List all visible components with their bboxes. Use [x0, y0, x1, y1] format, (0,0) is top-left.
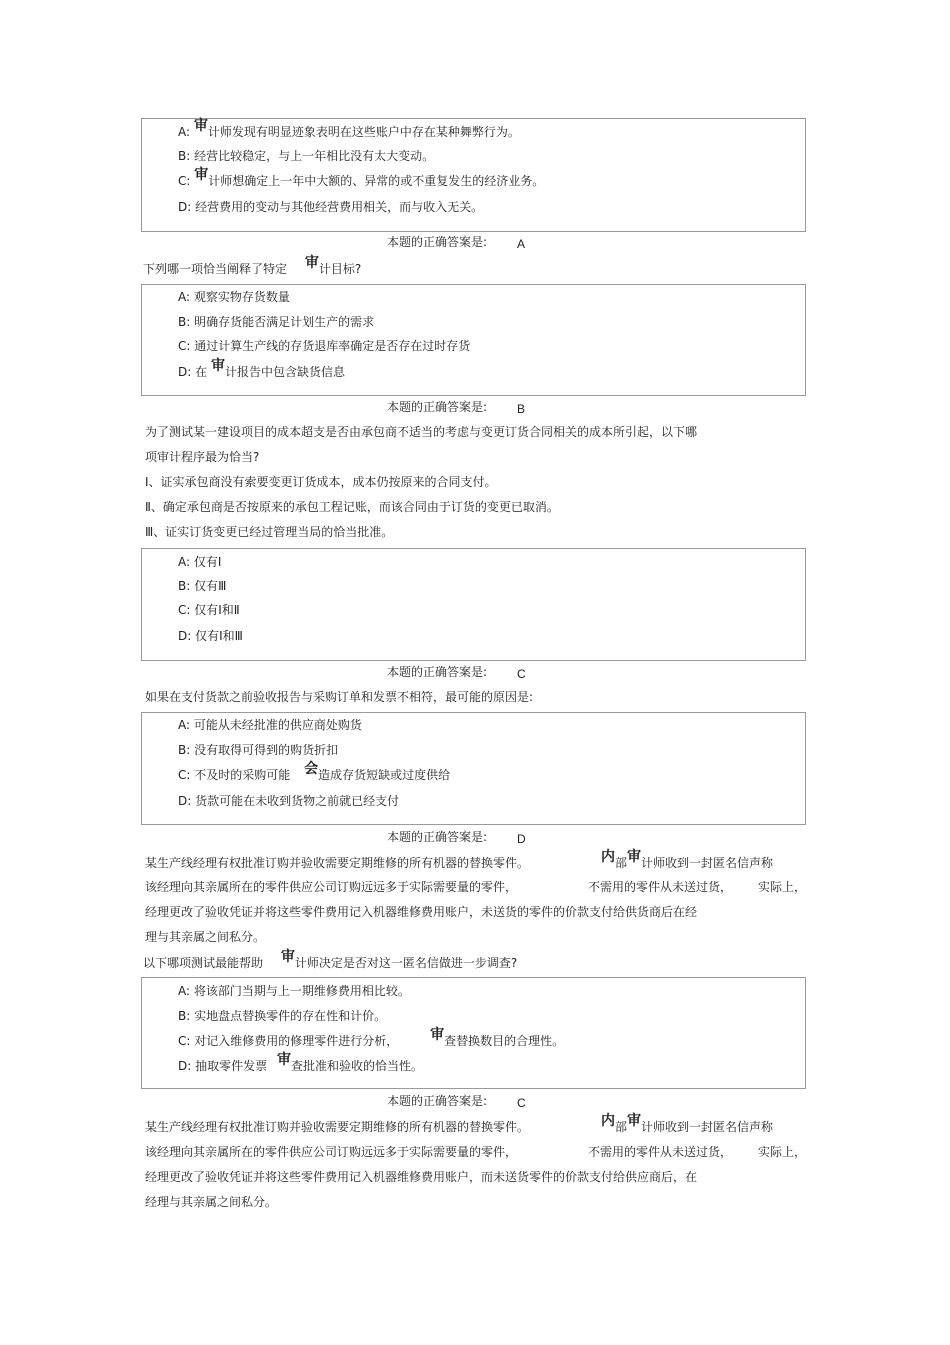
q3-option-a[interactable]: A: 仅有Ⅰ — [178, 555, 222, 569]
q3-options-box — [141, 548, 806, 661]
q3-stem-line2: 项审计程序最为恰当? — [145, 450, 260, 464]
q6-para-line1-tail: 内部审计师收到一封匿名信声称 — [601, 1113, 774, 1134]
q3-stem-line1: 为了测试某一建设项目的成本超支是否由承包商不适当的考虑与变更订货合同相关的成本所引起，以下哪 — [145, 425, 698, 439]
q4-option-c[interactable]: C: 不及时的采购可能 会造成存货短缺或过度供给 — [178, 761, 451, 782]
q5-para-line1: 某生产线经理有权批准订购并验收需要定期维修的所有机器的替换零件。 — [145, 856, 530, 870]
q5-option-c[interactable]: C: 对记入维修费用的修理零件进行分析， 审查替换数目的合理性。 — [178, 1027, 565, 1048]
q4-answer — [387, 830, 526, 846]
q5-options-box — [141, 977, 806, 1089]
q5-para-line2-end: 实际上， — [758, 880, 807, 894]
q1-options-box — [141, 118, 806, 232]
answer-label: 本题的正确答案是: — [387, 400, 488, 414]
q3-item-2: Ⅱ、确定承包商是否按原来的承包工程记账，而该合同由于订货的变更已取消。 — [145, 500, 559, 514]
answer-label: 本题的正确答案是: — [387, 235, 488, 249]
q6-para-line2-mid: 不需用的零件从未送过货， — [588, 1145, 733, 1159]
q4-options-box — [141, 712, 806, 825]
q2-answer — [387, 400, 526, 416]
q3-option-b[interactable]: B: 仅有Ⅲ — [178, 579, 227, 593]
q4-option-d[interactable]: D: 货款可能在未收到货物之前就已经支付 — [178, 794, 400, 808]
q5-para-line2-mid: 不需用的零件从未送过货， — [588, 880, 733, 894]
answer-letter: A — [517, 237, 526, 251]
q5-para-line1-tail: 内部审计师收到一封匿名信声称 — [601, 849, 774, 870]
q5-option-a[interactable]: A: 将该部门当期与上一期维修费用相比较。 — [178, 984, 410, 998]
q5-para-line2: 该经理向其亲属所在的零件供应公司订购远远多于实际需要量的零件， — [145, 880, 518, 894]
q5-para-line4: 理与其亲属之间私分。 — [145, 930, 266, 944]
q6-para-line2: 该经理向其亲属所在的零件供应公司订购远远多于实际需要量的零件， — [145, 1145, 518, 1159]
q6-para-line1: 某生产线经理有权批准订购并验收需要定期维修的所有机器的替换零件。 — [145, 1120, 530, 1134]
q6-para-line4: 经理与其亲属之间私分。 — [145, 1195, 278, 1209]
q3-item-3: Ⅲ、证实订货变更已经过管理当局的恰当批准。 — [145, 525, 394, 539]
q2-option-d[interactable]: D: 在 审计报告中包含缺货信息 — [178, 358, 345, 379]
answer-letter: C — [517, 1096, 526, 1110]
q4-option-b[interactable]: B: 没有取得可得到的购货折扣 — [178, 743, 339, 757]
q3-item-1: Ⅰ、证实承包商没有索要变更订货成本，成本仍按原来的合同支付。 — [145, 475, 497, 489]
answer-label: 本题的正确答案是: — [387, 830, 488, 844]
q5-option-b[interactable]: B: 实地盘点替换零件的存在性和计价。 — [178, 1009, 387, 1023]
q3-answer — [387, 665, 526, 681]
q1-option-d[interactable]: D: 经营费用的变动与其他经营费用相关，而与收入无关。 — [178, 200, 484, 214]
q3-option-c[interactable]: C: 仅有Ⅰ和Ⅱ — [178, 603, 240, 617]
answer-label: 本题的正确答案是: — [387, 665, 488, 679]
answer-label: 本题的正确答案是: — [387, 1094, 488, 1108]
q4-stem: 如果在支付货款之前验收报告与采购订单和发票不相符，最可能的原因是: — [145, 690, 534, 704]
q1-option-c[interactable]: C: 审计师想确定上一年中大额的、异常的或不重复发生的经济业务。 — [178, 167, 545, 188]
answer-letter: B — [517, 402, 526, 416]
q3-option-d[interactable]: D: 仅有Ⅰ和Ⅲ — [178, 629, 243, 643]
q6-para-line3: 经理更改了验收凭证并将这些零件费用记入机器维修费用账户，而未送货零件的价款支付给供应商后，在 — [145, 1170, 698, 1184]
q2-option-c[interactable]: C: 通过计算生产线的存货退库率确定是否存在过时存货 — [178, 339, 471, 353]
q5-para-line3: 经理更改了验收凭证并将这些零件费用记入机器维修费用账户，未送货的零件的价款支付给供货商后在经 — [145, 905, 698, 919]
q6-para-line2-end: 实际上， — [758, 1145, 807, 1159]
q2-stem: 下列哪一项恰当阐释了特定 审计目标? — [143, 255, 362, 276]
q1-option-b[interactable]: B: 经营比较稳定，与上一年相比没有太大变动。 — [178, 149, 435, 163]
q5-option-d[interactable]: D: 抽取零件发票 审查批准和验收的恰当性。 — [178, 1052, 423, 1073]
answer-letter: D — [517, 832, 526, 846]
q2-option-a[interactable]: A: 观察实物存货数量 — [178, 290, 290, 304]
q1-answer — [387, 235, 526, 251]
q1-option-a[interactable]: A: 审计师发现有明显迹象表明在这些账户中存在某种舞弊行为。 — [178, 118, 520, 139]
q5-answer — [387, 1094, 526, 1110]
q4-option-a[interactable]: A: 可能从未经批准的供应商处购货 — [178, 718, 362, 732]
answer-letter: C — [517, 667, 526, 681]
q5-question: 以下哪项测试最能帮助 审计师决定是否对这一匿名信做进一步调查? — [143, 949, 518, 970]
q2-option-b[interactable]: B: 明确存货能否满足计划生产的需求 — [178, 315, 375, 329]
q2-options-box — [141, 284, 806, 396]
